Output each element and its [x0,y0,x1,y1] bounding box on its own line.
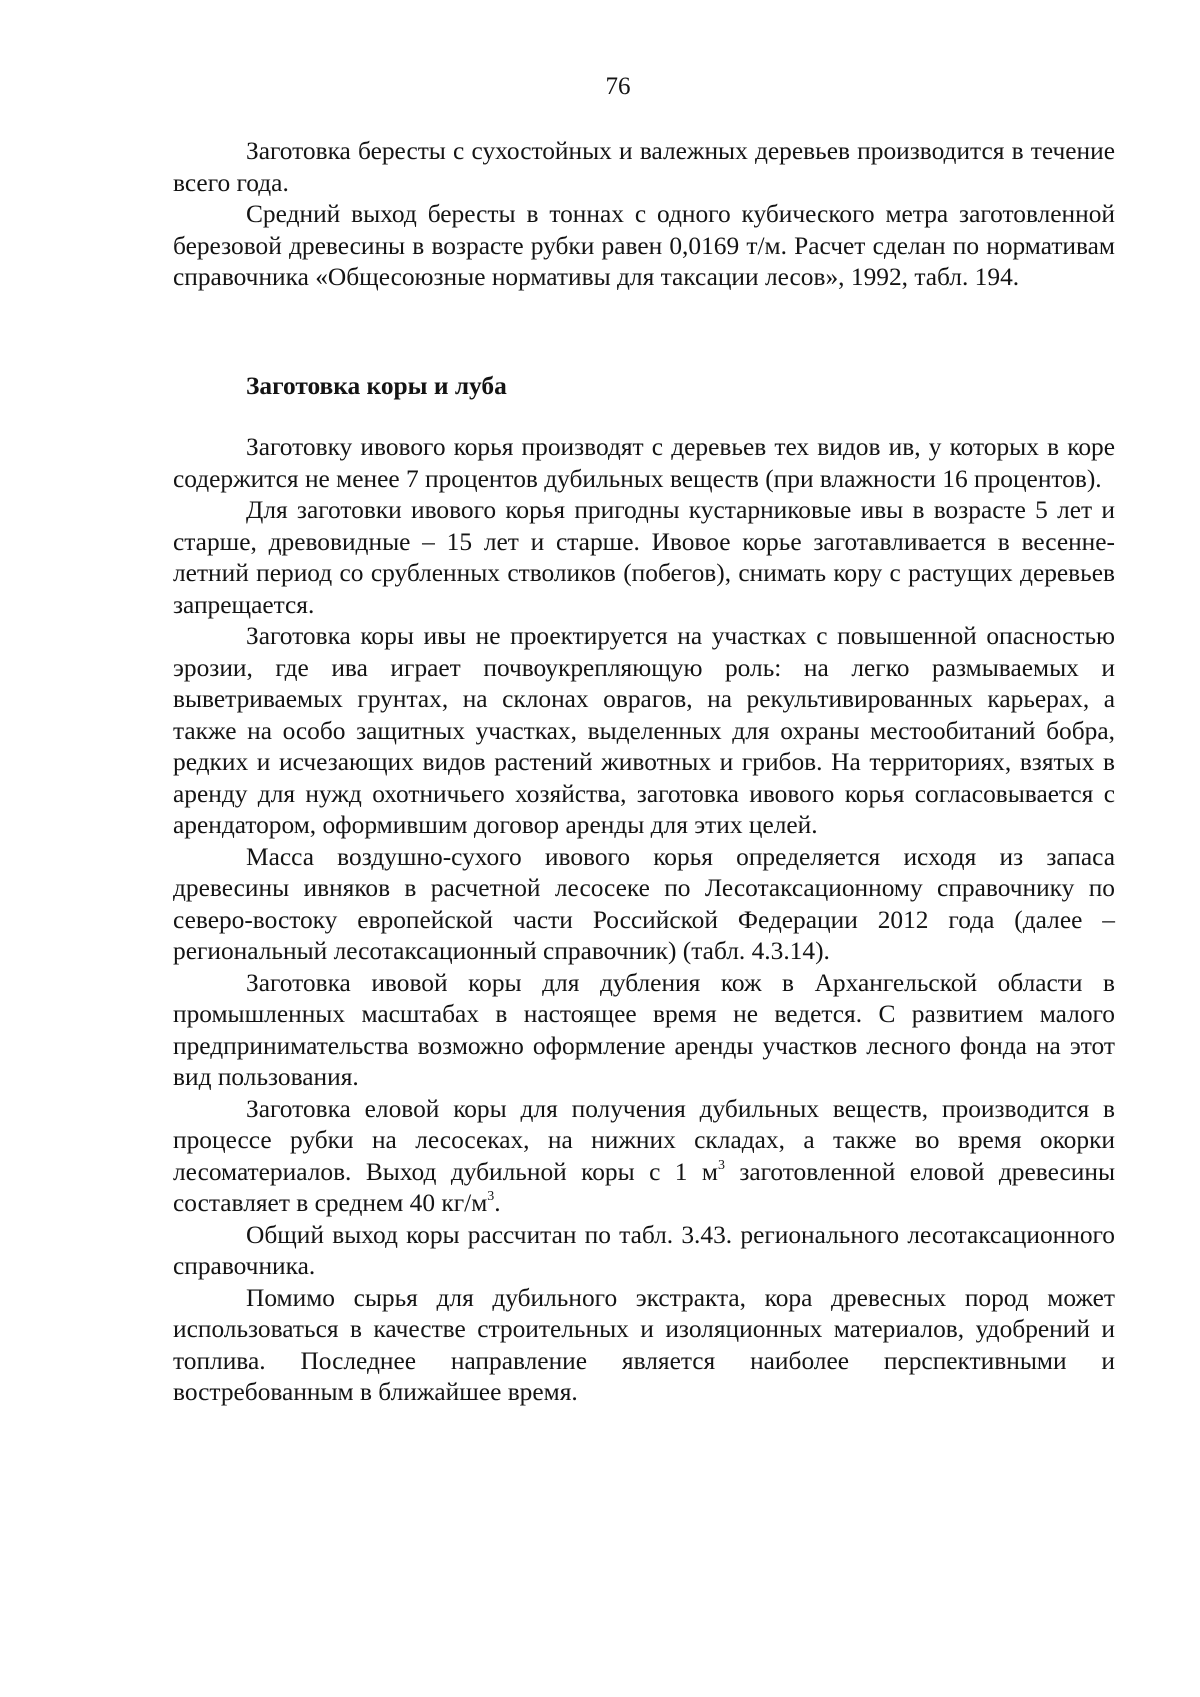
superscript-cubic-1: 3 [717,1157,725,1173]
paragraph-willow-bark-age: Для заготовки ивового корья пригодны кустарниковые ивы в возрасте 5 лет и старше, древовидные – 15 лет и старше. Ивовое корье заготавливается в весенне-летний период со срубленных стволиков (побегов), снимать кору с растущих деревьев запрещается. [173,496,1115,619]
section-heading: Заготовка коры и луба [246,371,507,400]
spruce-text-part-2: заготовленной еловой древесины составляет в среднем 40 кг/м [173,1157,1115,1217]
paragraph-total-bark-yield: Общий выход коры рассчитан по табл. 3.43. регионального лесотаксационного справочника. [173,1220,1115,1280]
paragraph-willow-bark-mass: Масса воздушно-сухого ивового корья определяется исходя из запаса древесины ивняков в расчетной лесосеке по Лесотаксационному справочнику по северо-востоку европейской части Российской Федерации 2012 года (далее – региональный лесотаксационный справочник) (табл. 4.3.14). [173,842,1115,965]
paragraph-birch-bark-yield: Средний выход бересты в тоннах с одного кубического метра заготовленной березовой древесины в возрасте рубки равен 0,0169 т/м. Расчет сделан по нормативам справочника «Общесоюзные нормативы для таксации лесов», 1992, табл. 194. [173,200,1115,291]
paragraph-willow-bark-source: Заготовку ивового корья производят с деревьев тех видов ив, у которых в коре содержится не менее 7 процентов дубильных веществ (при влажности 16 процентов). [173,433,1115,493]
paragraph-bark-uses: Помимо сырья для дубильного экстракта, кора древесных пород может использоваться в качестве строительных и изоляционных материалов, удобрений и топлива. Последнее направление является наиболее перспективными и востребованным в ближайшее время. [173,1283,1115,1406]
paragraph-willow-bark-industry: Заготовка ивовой коры для дубления кож в Архангельской области в промышленных масштабах в настоящее время не ведется. С развитием малого предпринимательства возможно оформление аренды участков лесного фонда на этот вид пользования. [173,968,1115,1091]
paragraph-birch-bark-season: Заготовка бересты с сухостойных и валежных деревьев производится в течение всего года. [173,137,1115,197]
paragraph-spruce-bark [173,1094,1115,1220]
page-number: 76 [605,73,631,100]
page-body [173,136,1115,1409]
paragraph-willow-bark-restrictions: Заготовка коры ивы не проектируется на участках с повышенной опасностью эрозии, где ива играет почвоукрепляющую роль: на легко размываемых и выветриваемых грунтах, на склонах оврагов, на рекультивированных карьерах, а также на особо защитных участках, выделенных для охраны местообитаний бобра, редких и исчезающих видов растений животных и грибов. На территориях, взятых в аренду для нужд охотничьего хозяйства, заготовка ивового корья согласовывается с арендатором, оформившим договор аренды для этих целей. [173,622,1115,839]
spruce-text-part-3: . [494,1189,501,1217]
superscript-cubic-2: 3 [487,1189,495,1204]
spruce-text-part-1: Заготовка еловой коры для получения дубильных веществ, производится в процессе рубки на лесосеках, на нижних складах, а также во время окорки лесоматериалов. Выход дубильной коры с 1 м [173,1094,1115,1186]
